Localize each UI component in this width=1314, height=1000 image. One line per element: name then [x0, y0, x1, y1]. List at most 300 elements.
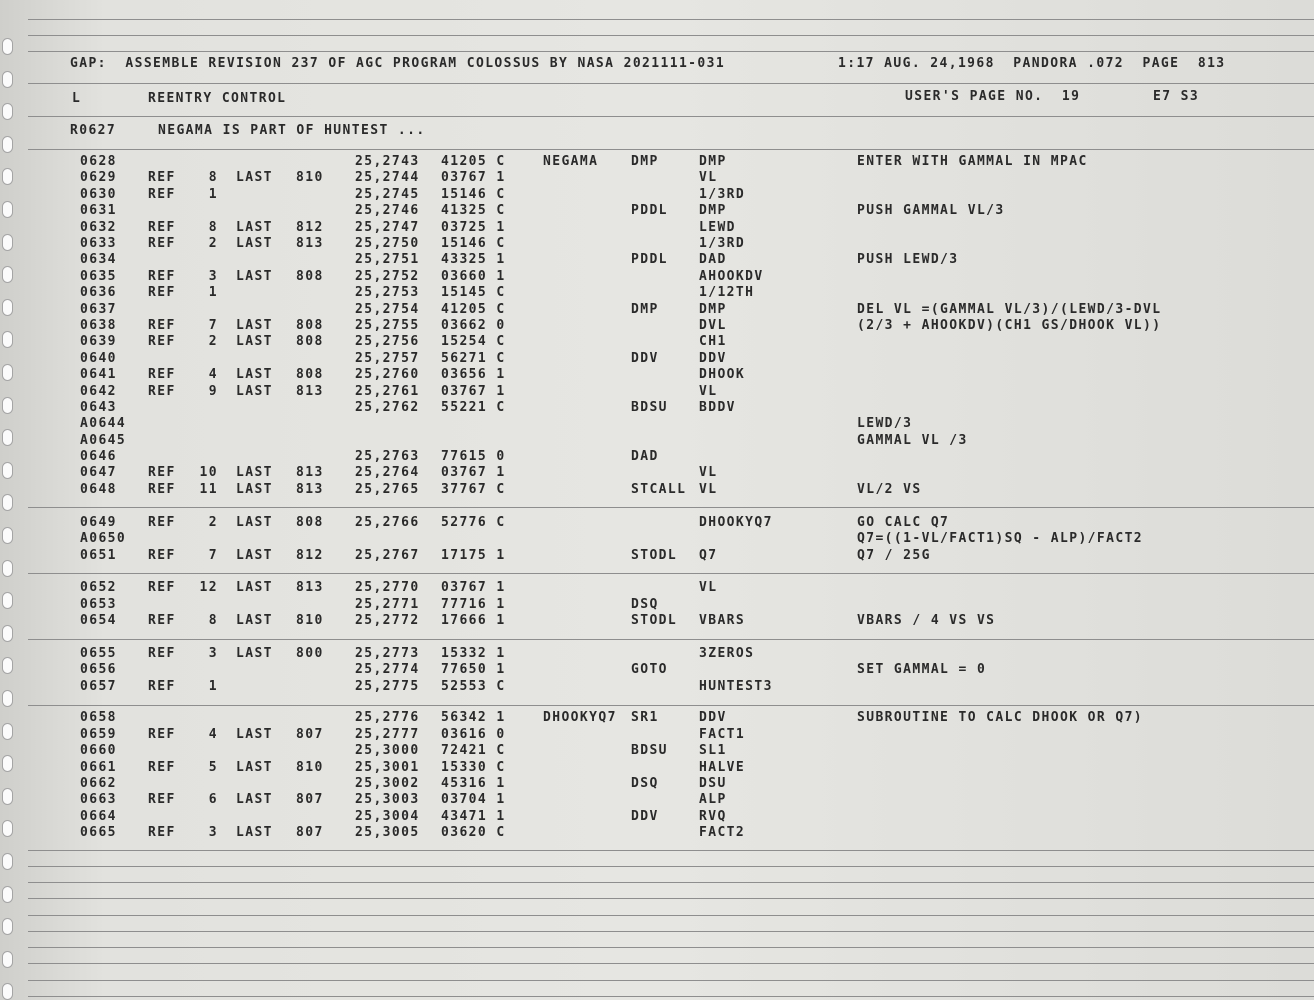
last-marker: LAST [236, 170, 273, 185]
ruled-line [28, 898, 1314, 899]
listing-row [0, 220, 1314, 236]
last-marker: LAST [236, 220, 273, 235]
ruled-line [28, 996, 1314, 997]
ruled-line [28, 915, 1314, 916]
listing-row [0, 154, 1314, 170]
last-page: 812 [296, 220, 324, 235]
listing-row [0, 792, 1314, 808]
listing-row [0, 285, 1314, 301]
octal-word: 52553 C [441, 679, 506, 694]
memory-address: 25,2770 [355, 580, 420, 595]
comment: VL/2 VS [857, 482, 922, 497]
listing-row [0, 548, 1314, 564]
ref-count: 9 [208, 384, 218, 399]
ref-marker: REF [148, 367, 176, 382]
operand: 1/3RD [699, 236, 746, 251]
operand: DMP [699, 302, 727, 317]
listing-row [0, 465, 1314, 481]
memory-address: 25,2755 [355, 318, 420, 333]
opcode: DDV [631, 809, 659, 824]
octal-word: 41205 C [441, 154, 506, 169]
symbol-label: NEGAMA [543, 154, 599, 169]
location-number: 0657 [80, 679, 117, 694]
listing-row [0, 318, 1314, 334]
location-number: 0643 [80, 400, 117, 415]
last-marker: LAST [236, 646, 273, 661]
ref-marker: REF [148, 760, 176, 775]
operand: SL1 [699, 743, 727, 758]
ruled-line [28, 866, 1314, 867]
octal-word: 55221 C [441, 400, 506, 415]
feed-hole [2, 136, 13, 153]
ruled-line [28, 83, 1314, 84]
comment: ENTER WITH GAMMAL IN MPAC [857, 154, 1088, 169]
location-number: 0642 [80, 384, 117, 399]
memory-address: 25,2772 [355, 613, 420, 628]
location-number: 0647 [80, 465, 117, 480]
octal-word: 15254 C [441, 334, 506, 349]
last-marker: LAST [236, 465, 273, 480]
listing-row [0, 515, 1314, 531]
operand: VL [699, 384, 718, 399]
section-code: L [72, 91, 82, 106]
ref-count: 2 [208, 236, 218, 251]
operand: RVQ [699, 809, 727, 824]
ref-marker: REF [148, 334, 176, 349]
listing-row [0, 760, 1314, 776]
octal-word: 15146 C [441, 187, 506, 202]
ref-marker: REF [148, 825, 176, 840]
comment: Q7=((1-VL/FACT1)SQ - ALP)/FACT2 [857, 531, 1144, 546]
location-number: 0660 [80, 743, 117, 758]
ref-marker: REF [148, 580, 176, 595]
listing-row [0, 416, 1314, 432]
opcode: DMP [631, 302, 659, 317]
octal-word: 03725 1 [441, 220, 506, 235]
comment: SUBROUTINE TO CALC DHOOK OR Q7) [857, 710, 1144, 725]
opcode: STCALL [631, 482, 687, 497]
opcode: DSQ [631, 597, 659, 612]
last-marker: LAST [236, 548, 273, 563]
ruled-line [28, 947, 1314, 948]
location-number: 0652 [80, 580, 117, 595]
opcode: DDV [631, 351, 659, 366]
location-number: 0633 [80, 236, 117, 251]
memory-address: 25,2756 [355, 334, 420, 349]
ref-count: 11 [199, 482, 218, 497]
memory-address: 25,3002 [355, 776, 420, 791]
last-marker: LAST [236, 792, 273, 807]
ruled-line [28, 51, 1314, 52]
ruled-line [28, 705, 1314, 706]
operand: VL [699, 465, 718, 480]
opcode: PDDL [631, 252, 668, 267]
listing-row [0, 384, 1314, 400]
operand: DAD [699, 252, 727, 267]
listing-row [0, 433, 1314, 449]
last-page: 807 [296, 825, 324, 840]
ref-marker: REF [148, 384, 176, 399]
ref-count: 1 [208, 679, 218, 694]
location-number: 0654 [80, 613, 117, 628]
octal-word: 77716 1 [441, 597, 506, 612]
operand: CH1 [699, 334, 727, 349]
operand: LEWD [699, 220, 736, 235]
last-page: 808 [296, 367, 324, 382]
ref-marker: REF [148, 269, 176, 284]
opcode: DSQ [631, 776, 659, 791]
location-number: 0632 [80, 220, 117, 235]
last-page: 807 [296, 792, 324, 807]
listing-row [0, 613, 1314, 629]
last-marker: LAST [236, 613, 273, 628]
opcode: STODL [631, 548, 678, 563]
last-page: 813 [296, 465, 324, 480]
location-number: 0655 [80, 646, 117, 661]
ruled-line [28, 963, 1314, 964]
ruled-line [28, 980, 1314, 981]
octal-word: 03662 0 [441, 318, 506, 333]
operand: DMP [699, 203, 727, 218]
listing-row [0, 449, 1314, 465]
comment: GAMMAL VL /3 [857, 433, 968, 448]
memory-address: 25,3003 [355, 792, 420, 807]
memory-address: 25,2774 [355, 662, 420, 677]
location-number: 0641 [80, 367, 117, 382]
listing-row [0, 203, 1314, 219]
feed-hole [2, 951, 13, 968]
memory-address: 25,2775 [355, 679, 420, 694]
location-number: A0644 [80, 416, 127, 431]
listing-row [0, 252, 1314, 268]
opcode: STODL [631, 613, 678, 628]
ref-count: 3 [208, 646, 218, 661]
octal-word: 03616 0 [441, 727, 506, 742]
listing-row [0, 482, 1314, 498]
comment: VBARS / 4 VS VS [857, 613, 996, 628]
location-number: 0629 [80, 170, 117, 185]
ref-count: 4 [208, 727, 218, 742]
memory-address: 25,2754 [355, 302, 420, 317]
ref-count: 5 [208, 760, 218, 775]
location-number: 0640 [80, 351, 117, 366]
ref-count: 8 [208, 170, 218, 185]
location-number: 0659 [80, 727, 117, 742]
operand: HALVE [699, 760, 746, 775]
feed-hole [2, 918, 13, 935]
listing-row [0, 236, 1314, 252]
octal-word: 15146 C [441, 236, 506, 251]
listing-row [0, 727, 1314, 743]
last-marker: LAST [236, 580, 273, 595]
listing-row [0, 679, 1314, 695]
last-page: 810 [296, 760, 324, 775]
location-number: 0636 [80, 285, 117, 300]
listing-row [0, 269, 1314, 285]
location-number: A0650 [80, 531, 127, 546]
header-assembly-line: GAP: ASSEMBLE REVISION 237 OF AGC PROGRAM COLOSSUS BY NASA 2021111-031 [70, 56, 726, 71]
ref-count: 8 [208, 220, 218, 235]
octal-word: 43471 1 [441, 809, 506, 824]
last-marker: LAST [236, 727, 273, 742]
listing-row [0, 646, 1314, 662]
memory-address: 25,2747 [355, 220, 420, 235]
operand: VL [699, 482, 718, 497]
comment: PUSH LEWD/3 [857, 252, 959, 267]
opcode: BDSU [631, 400, 668, 415]
listing-row [0, 662, 1314, 678]
operand: DHOOK [699, 367, 746, 382]
operand: ALP [699, 792, 727, 807]
memory-address: 25,2762 [355, 400, 420, 415]
memory-address: 25,2746 [355, 203, 420, 218]
octal-word: 56271 C [441, 351, 506, 366]
ref-marker: REF [148, 318, 176, 333]
operand: VL [699, 580, 718, 595]
last-marker: LAST [236, 269, 273, 284]
operand: FACT1 [699, 727, 746, 742]
last-page: 807 [296, 727, 324, 742]
last-page: 810 [296, 613, 324, 628]
ruled-line [28, 882, 1314, 883]
last-page: 812 [296, 548, 324, 563]
octal-word: 03767 1 [441, 384, 506, 399]
last-marker: LAST [236, 318, 273, 333]
octal-word: 72421 C [441, 743, 506, 758]
last-marker: LAST [236, 367, 273, 382]
opcode: BDSU [631, 743, 668, 758]
ruled-line [28, 35, 1314, 36]
operand: Q7 [699, 548, 718, 563]
operand: BDDV [699, 400, 736, 415]
operand: 1/3RD [699, 187, 746, 202]
listing-row [0, 170, 1314, 186]
listing-row [0, 825, 1314, 841]
location-number: 0651 [80, 548, 117, 563]
location-number: 0653 [80, 597, 117, 612]
intro-location: R0627 [70, 123, 117, 138]
octal-word: 03656 1 [441, 367, 506, 382]
last-page: 808 [296, 515, 324, 530]
feed-hole [2, 853, 13, 870]
ruled-line [28, 19, 1314, 20]
listing-row [0, 580, 1314, 596]
listing-row [0, 187, 1314, 203]
location-number: 0634 [80, 252, 117, 267]
operand: DVL [699, 318, 727, 333]
ref-count: 3 [208, 269, 218, 284]
operand: 1/12TH [699, 285, 755, 300]
octal-word: 43325 1 [441, 252, 506, 267]
ref-marker: REF [148, 170, 176, 185]
feed-hole [2, 38, 13, 55]
ruled-line [28, 850, 1314, 851]
opcode: DAD [631, 449, 659, 464]
location-number: A0645 [80, 433, 127, 448]
ref-marker: REF [148, 679, 176, 694]
ref-count: 1 [208, 187, 218, 202]
comment: Q7 / 25G [857, 548, 931, 563]
last-marker: LAST [236, 515, 273, 530]
memory-address: 25,2757 [355, 351, 420, 366]
ruled-line [28, 116, 1314, 117]
last-page: 813 [296, 236, 324, 251]
comment: GO CALC Q7 [857, 515, 950, 530]
memory-address: 25,2751 [355, 252, 420, 267]
memory-address: 25,2744 [355, 170, 420, 185]
memory-address: 25,2761 [355, 384, 420, 399]
memory-address: 25,2743 [355, 154, 420, 169]
octal-word: 17175 1 [441, 548, 506, 563]
octal-word: 56342 1 [441, 710, 506, 725]
operand: VBARS [699, 613, 746, 628]
listing-row [0, 302, 1314, 318]
ref-marker: REF [148, 482, 176, 497]
feed-hole [2, 71, 13, 88]
location-number: 0664 [80, 809, 117, 824]
ref-marker: REF [148, 548, 176, 563]
ref-count: 10 [199, 465, 218, 480]
opcode: PDDL [631, 203, 668, 218]
last-page: 808 [296, 318, 324, 333]
opcode: GOTO [631, 662, 668, 677]
location-number: 0646 [80, 449, 117, 464]
last-marker: LAST [236, 236, 273, 251]
ref-marker: REF [148, 727, 176, 742]
location-number: 0663 [80, 792, 117, 807]
page-code: E7 S3 [1153, 89, 1200, 104]
opcode: SR1 [631, 710, 659, 725]
memory-address: 25,2766 [355, 515, 420, 530]
memory-address: 25,3005 [355, 825, 420, 840]
location-number: 0628 [80, 154, 117, 169]
last-page: 813 [296, 482, 324, 497]
last-marker: LAST [236, 825, 273, 840]
memory-address: 25,2750 [355, 236, 420, 251]
operand: DDV [699, 710, 727, 725]
octal-word: 03767 1 [441, 465, 506, 480]
listing-row [0, 351, 1314, 367]
operand: FACT2 [699, 825, 746, 840]
ref-marker: REF [148, 515, 176, 530]
listing-row [0, 776, 1314, 792]
location-number: 0662 [80, 776, 117, 791]
memory-address: 25,2767 [355, 548, 420, 563]
memory-address: 25,2773 [355, 646, 420, 661]
ref-count: 8 [208, 613, 218, 628]
location-number: 0630 [80, 187, 117, 202]
comment: (2/3 + AHOOKDV)(CH1 GS/DHOOK VL)) [857, 318, 1162, 333]
operand: AHOOKDV [699, 269, 764, 284]
ref-count: 3 [208, 825, 218, 840]
octal-word: 03704 1 [441, 792, 506, 807]
memory-address: 25,2752 [355, 269, 420, 284]
listing-row [0, 367, 1314, 383]
last-page: 808 [296, 269, 324, 284]
feed-hole [2, 983, 13, 1000]
memory-address: 25,2777 [355, 727, 420, 742]
operand: DMP [699, 154, 727, 169]
location-number: 0635 [80, 269, 117, 284]
ruled-line [28, 573, 1314, 574]
last-marker: LAST [236, 384, 273, 399]
octal-word: 15145 C [441, 285, 506, 300]
ref-marker: REF [148, 613, 176, 628]
location-number: 0661 [80, 760, 117, 775]
memory-address: 25,2763 [355, 449, 420, 464]
ref-marker: REF [148, 236, 176, 251]
listing-row [0, 809, 1314, 825]
ref-marker: REF [148, 646, 176, 661]
listing-row [0, 743, 1314, 759]
last-page: 813 [296, 384, 324, 399]
users-page-number: USER'S PAGE NO. 19 [905, 89, 1081, 104]
last-page: 810 [296, 170, 324, 185]
memory-address: 25,3001 [355, 760, 420, 775]
location-number: 0665 [80, 825, 117, 840]
operand: DDV [699, 351, 727, 366]
ref-count: 7 [208, 318, 218, 333]
ref-count: 6 [208, 792, 218, 807]
operand: 3ZEROS [699, 646, 755, 661]
memory-address: 25,2760 [355, 367, 420, 382]
location-number: 0639 [80, 334, 117, 349]
ref-count: 7 [208, 548, 218, 563]
comment: SET GAMMAL = 0 [857, 662, 987, 677]
octal-word: 15332 1 [441, 646, 506, 661]
ref-marker: REF [148, 792, 176, 807]
location-number: 0638 [80, 318, 117, 333]
operand: VL [699, 170, 718, 185]
feed-hole [2, 103, 13, 120]
octal-word: 03767 1 [441, 170, 506, 185]
location-number: 0649 [80, 515, 117, 530]
octal-word: 77650 1 [441, 662, 506, 677]
intro-text: NEGAMA IS PART OF HUNTEST ... [158, 123, 426, 138]
ref-marker: REF [148, 187, 176, 202]
octal-word: 03660 1 [441, 269, 506, 284]
ref-marker: REF [148, 465, 176, 480]
listing-row [0, 531, 1314, 547]
ref-count: 4 [208, 367, 218, 382]
octal-word: 41205 C [441, 302, 506, 317]
symbol-label: DHOOKYQ7 [543, 710, 617, 725]
ref-marker: REF [148, 285, 176, 300]
operand: DSU [699, 776, 727, 791]
memory-address: 25,3004 [355, 809, 420, 824]
last-marker: LAST [236, 334, 273, 349]
memory-address: 25,2771 [355, 597, 420, 612]
memory-address: 25,2776 [355, 710, 420, 725]
last-page: 808 [296, 334, 324, 349]
octal-word: 41325 C [441, 203, 506, 218]
opcode: DMP [631, 154, 659, 169]
listing-row [0, 400, 1314, 416]
memory-address: 25,2745 [355, 187, 420, 202]
location-number: 0648 [80, 482, 117, 497]
ruled-line [28, 149, 1314, 150]
comment: DEL VL =(GAMMAL VL/3)/(LEWD/3-DVL [857, 302, 1162, 317]
octal-word: 37767 C [441, 482, 506, 497]
last-marker: LAST [236, 482, 273, 497]
octal-word: 52776 C [441, 515, 506, 530]
operand: HUNTEST3 [699, 679, 773, 694]
feed-hole [2, 886, 13, 903]
ruled-line [28, 931, 1314, 932]
octal-word: 45316 1 [441, 776, 506, 791]
ruled-line [28, 639, 1314, 640]
comment: PUSH GAMMAL VL/3 [857, 203, 1005, 218]
